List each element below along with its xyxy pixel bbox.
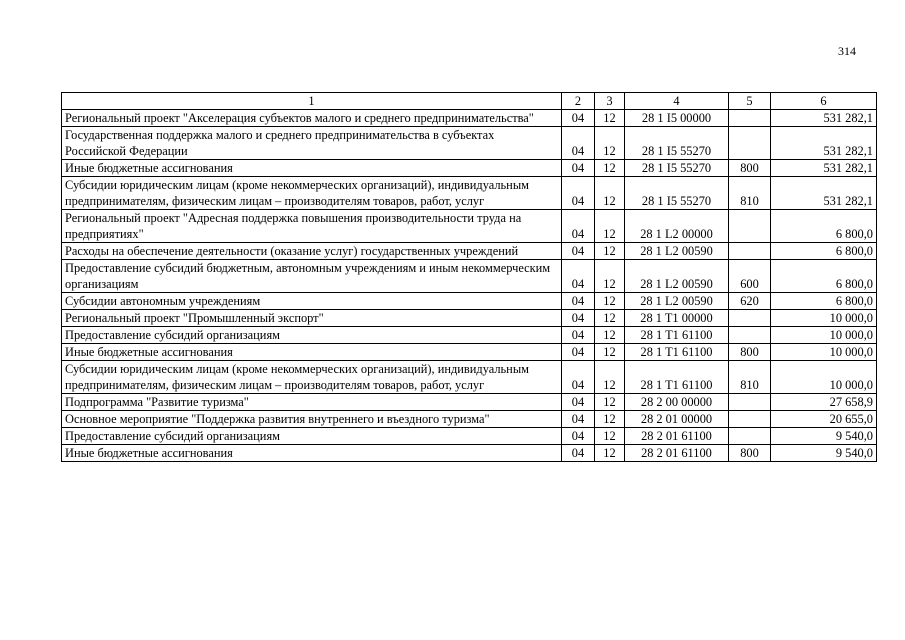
row-name-cell: Региональный проект "Акселерация субъектов малого и среднего предпринимательства"	[62, 110, 562, 127]
target-article-cell: 28 1 I5 55270	[625, 160, 729, 177]
target-article-cell: 28 1 I5 00000	[625, 110, 729, 127]
table-row	[62, 394, 877, 411]
section-code-cell: 04	[562, 394, 595, 411]
column-header: 4	[625, 93, 729, 110]
expense-type-cell	[729, 127, 771, 160]
header-row	[62, 93, 877, 110]
table-row	[62, 445, 877, 462]
table-row	[62, 344, 877, 361]
section-code-cell: 04	[562, 110, 595, 127]
row-name-cell: Государственная поддержка малого и среднего предпринимательства в субъектах Российской Федерации	[62, 127, 562, 160]
column-header: 2	[562, 93, 595, 110]
subsection-code-cell: 12	[595, 293, 625, 310]
expense-type-cell: 800	[729, 445, 771, 462]
row-name-cell: Подпрограмма "Развитие туризма"	[62, 394, 562, 411]
amount-cell: 10 000,0	[771, 327, 877, 344]
section-code-cell: 04	[562, 411, 595, 428]
target-article-cell: 28 1 L2 00000	[625, 210, 729, 243]
row-name-cell: Региональный проект "Адресная поддержка повышения производительности труда на предприятиях"	[62, 210, 562, 243]
subsection-code-cell: 12	[595, 177, 625, 210]
subsection-code-cell: 12	[595, 260, 625, 293]
expense-type-cell: 810	[729, 177, 771, 210]
amount-cell: 6 800,0	[771, 210, 877, 243]
target-article-cell: 28 2 00 00000	[625, 394, 729, 411]
subsection-code-cell: 12	[595, 411, 625, 428]
table-row	[62, 177, 877, 210]
table-row	[62, 361, 877, 394]
table-row	[62, 110, 877, 127]
target-article-cell: 28 1 T1 61100	[625, 344, 729, 361]
expense-type-cell: 800	[729, 344, 771, 361]
row-name-cell: Предоставление субсидий бюджетным, автономным учреждениям и иным некоммерческим организациям	[62, 260, 562, 293]
column-header: 3	[595, 93, 625, 110]
table-body	[62, 110, 877, 462]
expense-type-cell	[729, 110, 771, 127]
section-code-cell: 04	[562, 445, 595, 462]
subsection-code-cell: 12	[595, 327, 625, 344]
amount-cell: 6 800,0	[771, 260, 877, 293]
subsection-code-cell: 12	[595, 361, 625, 394]
subsection-code-cell: 12	[595, 445, 625, 462]
amount-cell: 9 540,0	[771, 445, 877, 462]
section-code-cell: 04	[562, 327, 595, 344]
row-name-cell: Иные бюджетные ассигнования	[62, 445, 562, 462]
section-code-cell: 04	[562, 260, 595, 293]
expense-type-cell: 620	[729, 293, 771, 310]
section-code-cell: 04	[562, 177, 595, 210]
budget-table	[61, 92, 877, 462]
amount-cell: 531 282,1	[771, 110, 877, 127]
target-article-cell: 28 1 T1 61100	[625, 361, 729, 394]
target-article-cell: 28 1 T1 61100	[625, 327, 729, 344]
row-name-cell: Субсидии юридическим лицам (кроме некоммерческих организаций), индивидуальным предпринимателям, физическим лицам – производителям товаров, работ, услуг	[62, 361, 562, 394]
target-article-cell: 28 1 L2 00590	[625, 260, 729, 293]
expense-type-cell	[729, 243, 771, 260]
expense-type-cell: 600	[729, 260, 771, 293]
target-article-cell: 28 1 I5 55270	[625, 177, 729, 210]
section-code-cell: 04	[562, 310, 595, 327]
column-header: 6	[771, 93, 877, 110]
subsection-code-cell: 12	[595, 243, 625, 260]
expense-type-cell	[729, 210, 771, 243]
section-code-cell: 04	[562, 210, 595, 243]
table-row	[62, 411, 877, 428]
section-code-cell: 04	[562, 127, 595, 160]
amount-cell: 20 655,0	[771, 411, 877, 428]
amount-cell: 10 000,0	[771, 344, 877, 361]
table-row	[62, 428, 877, 445]
section-code-cell: 04	[562, 428, 595, 445]
subsection-code-cell: 12	[595, 310, 625, 327]
expense-type-cell	[729, 411, 771, 428]
amount-cell: 9 540,0	[771, 428, 877, 445]
table-row	[62, 210, 877, 243]
expense-type-cell: 800	[729, 160, 771, 177]
row-name-cell: Основное мероприятие "Поддержка развития внутреннего и въездного туризма"	[62, 411, 562, 428]
expense-type-cell	[729, 428, 771, 445]
table-row	[62, 127, 877, 160]
target-article-cell: 28 1 I5 55270	[625, 127, 729, 160]
target-article-cell: 28 1 L2 00590	[625, 293, 729, 310]
subsection-code-cell: 12	[595, 160, 625, 177]
amount-cell: 6 800,0	[771, 293, 877, 310]
column-header: 1	[62, 93, 562, 110]
section-code-cell: 04	[562, 361, 595, 394]
table-row	[62, 327, 877, 344]
table-row	[62, 260, 877, 293]
table-row	[62, 293, 877, 310]
row-name-cell: Региональный проект "Промышленный экспорт"	[62, 310, 562, 327]
section-code-cell: 04	[562, 160, 595, 177]
row-name-cell: Расходы на обеспечение деятельности (оказание услуг) государственных учреждений	[62, 243, 562, 260]
expense-type-cell	[729, 394, 771, 411]
target-article-cell: 28 1 T1 00000	[625, 310, 729, 327]
target-article-cell: 28 2 01 00000	[625, 411, 729, 428]
target-article-cell: 28 2 01 61100	[625, 445, 729, 462]
subsection-code-cell: 12	[595, 210, 625, 243]
expense-type-cell	[729, 310, 771, 327]
row-name-cell: Иные бюджетные ассигнования	[62, 344, 562, 361]
expense-type-cell: 810	[729, 361, 771, 394]
target-article-cell: 28 1 L2 00590	[625, 243, 729, 260]
column-header: 5	[729, 93, 771, 110]
page-number: 314	[838, 44, 856, 58]
row-name-cell: Иные бюджетные ассигнования	[62, 160, 562, 177]
amount-cell: 531 282,1	[771, 160, 877, 177]
subsection-code-cell: 12	[595, 127, 625, 160]
subsection-code-cell: 12	[595, 394, 625, 411]
table-row	[62, 160, 877, 177]
row-name-cell: Субсидии юридическим лицам (кроме некоммерческих организаций), индивидуальным предпринимателям, физическим лицам – производителям товаров, работ, услуг	[62, 177, 562, 210]
amount-cell: 10 000,0	[771, 361, 877, 394]
row-name-cell: Предоставление субсидий организациям	[62, 327, 562, 344]
table-row	[62, 310, 877, 327]
section-code-cell: 04	[562, 344, 595, 361]
amount-cell: 531 282,1	[771, 177, 877, 210]
table-row	[62, 243, 877, 260]
target-article-cell: 28 2 01 61100	[625, 428, 729, 445]
section-code-cell: 04	[562, 243, 595, 260]
amount-cell: 10 000,0	[771, 310, 877, 327]
amount-cell: 531 282,1	[771, 127, 877, 160]
subsection-code-cell: 12	[595, 110, 625, 127]
subsection-code-cell: 12	[595, 428, 625, 445]
amount-cell: 27 658,9	[771, 394, 877, 411]
section-code-cell: 04	[562, 293, 595, 310]
row-name-cell: Субсидии автономным учреждениям	[62, 293, 562, 310]
row-name-cell: Предоставление субсидий организациям	[62, 428, 562, 445]
subsection-code-cell: 12	[595, 344, 625, 361]
amount-cell: 6 800,0	[771, 243, 877, 260]
expense-type-cell	[729, 327, 771, 344]
